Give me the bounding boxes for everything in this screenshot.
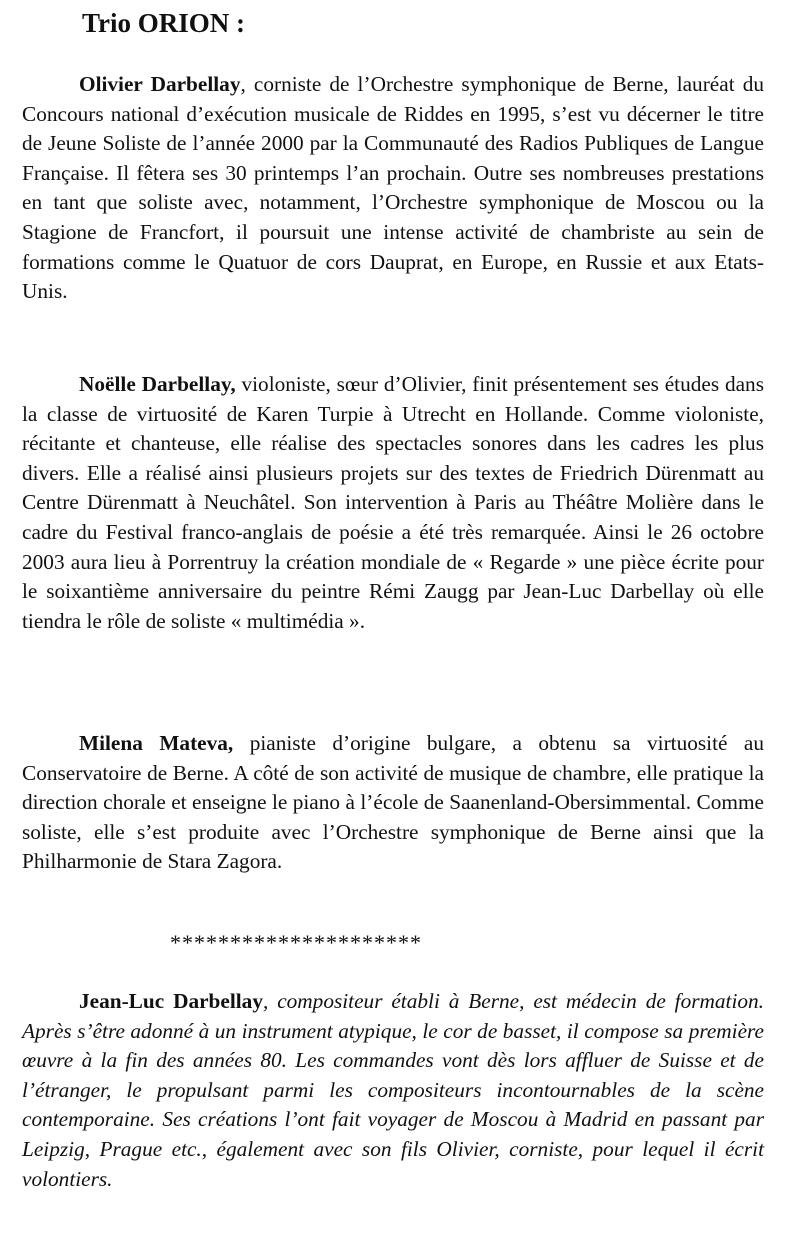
bio-text: , corniste de l’Orchestre symphonique de Berne, lauréat du Concours national d’exécution musicale de Riddes en 1995, s’est vu décerner le titre de Jeune Soliste de l’année 2000 par la Communauté des Radios Publiques de Langue Française. Il fêtera ses 30 printemps l’an prochain. Outre ses nombreuses prestations en tant que soliste avec, notamment, l’Orchestre symphonique de Moscou ou la Stagione de Francfort, il poursuit une intense activité de chambriste au sein de formations comme le Quatuor de cors Dauprat, en Europe, en Russie et aux Etats-Unis. — [22, 72, 764, 304]
bio-olivier-darbellay — [22, 70, 764, 307]
bio-text: pianiste d’origine bulgare, a obtenu sa virtuosité au Conservatoire de Berne. A côté de son activité de musique de chambre, elle pratique la direction chorale et enseigne le piano à l’école de Saanenland-Obersimmental. Comme soliste, elle s’est produite avec l’Orchestre symphonique de Berne ainsi que la Philharmonie de Stara Zagora. — [22, 731, 764, 874]
bio-name: Milena Mateva, — [79, 731, 234, 755]
bio-milena-mateva — [22, 729, 764, 877]
section-separator: ********************* — [170, 930, 422, 955]
bio-name: Jean-Luc Darbellay — [79, 989, 263, 1013]
bio-noelle-darbellay — [22, 370, 764, 636]
bio-name: Olivier Darbellay — [79, 72, 241, 96]
bio-text: violoniste, sœur d’Olivier, finit présentement ses études dans la classe de virtuosité de Karen Turpie à Utrecht en Hollande. Comme violoniste, récitante et chanteuse, elle réalise des spectacles sonores dans les cadres les plus divers. Elle a réalisé ainsi plusieurs projets sur des textes de Friedrich Dürenmatt au Centre Dürenmatt à Neuchâtel. Son intervention à Paris au Théâtre Molière dans le cadre du Festival franco-anglais de poésie a été très remarquée. Ainsi le 26 octobre 2003 aura lieu à Porrentruy la création mondiale de « Regarde » une pièce écrite pour le soixantième anniversaire du peintre Rémi Zaugg par Jean-Luc Darbellay où elle tiendra le rôle de soliste « multimédia ». — [22, 372, 764, 633]
page-title: Trio ORION : — [82, 8, 245, 38]
bio-text: , compositeur établi à Berne, est médecin de formation. Après s’être adonné à un instrument atypique, le cor de basset, il compose sa première œuvre à la fin des années 80. Les commandes vont dès lors affluer de Suisse et de l’étranger, le propulsant parmi les compositeurs incontournables de la scène contemporaine. Ses créations l’ont fait voyager de Moscou à Madrid en passant par Leipzig, Prague etc., également avec son fils Olivier, corniste, pour lequel il écrit volontiers. — [22, 989, 765, 1191]
bio-jean-luc-darbellay — [22, 987, 764, 1194]
bio-name: Noëlle Darbellay, — [79, 372, 236, 396]
